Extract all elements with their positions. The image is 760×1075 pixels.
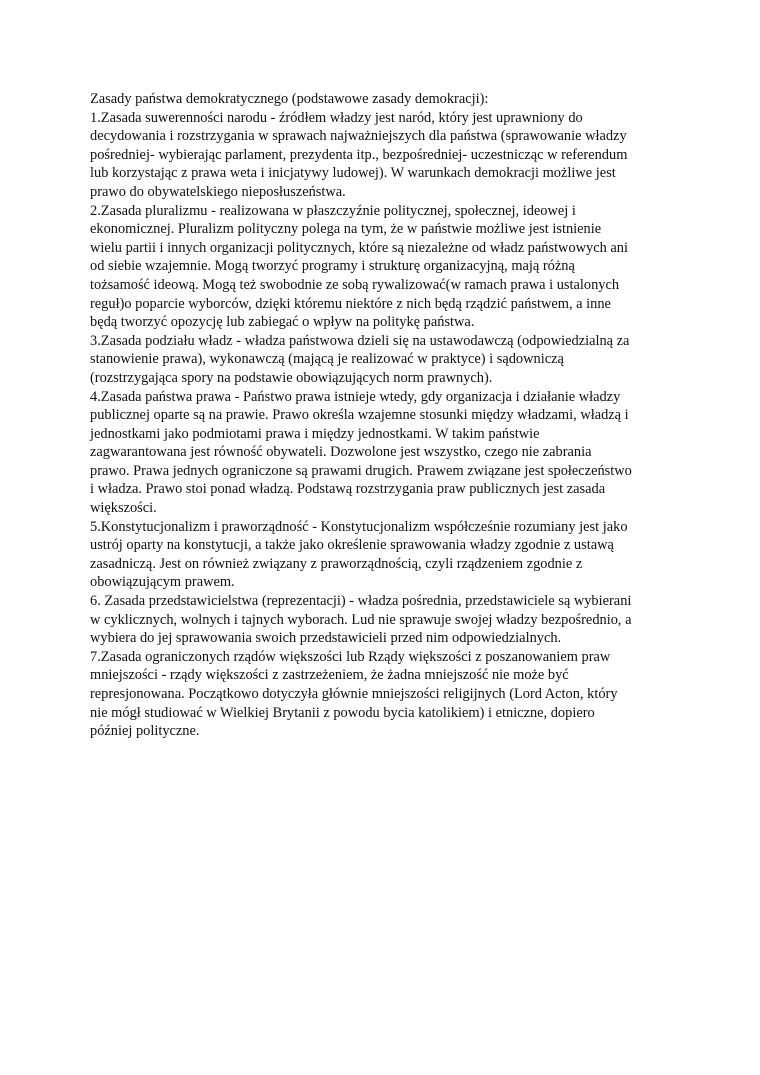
document-heading: Zasady państwa demokratycznego (podstawowe zasady demokracji): (90, 91, 489, 107)
text-line: jednostkami jako podmiotami prawa i między jednostkami. W takim państwie (90, 425, 540, 442)
text-line: lub korzystając z prawa weta i inicjatywy ludowej). W warunkach demokracji możliwe jest (90, 165, 616, 182)
text-line: i władza. Prawo stoi ponad władzą. Podstawą rozstrzygania praw publicznych jest zasada (90, 481, 606, 498)
text-line: 1.Zasada suwerenności narodu - źródłem władzy jest naród, który jest uprawniony do (90, 109, 583, 126)
text-line: ekonomicznej. Pluralizm polityczny polega na tym, że w państwie możliwe jest istnienie (90, 221, 602, 238)
text-line: nie mógł studiować w Wielkiej Brytanii z powodu bycia katolikiem) i etniczne, dopiero (90, 704, 595, 721)
text-line: publicznej oparte są na prawie. Prawo określa wzajemne stosunki między władzami, władzą i (90, 407, 629, 424)
text-line: prawo do obywatelskiego nieposłuszeństwa. (90, 183, 346, 200)
text-line: później polityczne. (90, 723, 200, 740)
text-line: (rozstrzygająca spory na podstawie obowiązujących norm prawnych). (90, 369, 493, 386)
text-line: pośredniej- wybierając parlament, prezydenta itp., bezpośredniej- uczestnicząc w referendum (90, 146, 628, 163)
text-line: decydowania i rozstrzygania w sprawach najważniejszych dla państwa (sprawowanie władzy (90, 128, 627, 145)
text-line: 5.Konstytucjonalizm i praworządność - Konstytucjonalizm współcześnie rozumiany jest jako (90, 518, 628, 535)
text-line: obowiązującym prawem. (90, 574, 235, 591)
text-line: reguł)o poparcie wyborców, dzięki któremu niektóre z nich będą rządzić państwem, a inne (90, 295, 611, 312)
text-line: 6. Zasada przedstawicielstwa (reprezentacji) - władza pośrednia, przedstawiciele są wybierani (90, 593, 632, 610)
text-line: 7.Zasada ograniczonych rządów większości lub Rządy większości z poszanowaniem praw (90, 648, 611, 665)
text-line: ustrój oparty na konstytucji, a także jako określenie sprawowania władzy zgodnie z ustawą (90, 537, 614, 554)
text-line: będą tworzyć opozycję lub zabiegać o wpływ na politykę państwa. (90, 314, 475, 331)
text-line: większości. (90, 500, 157, 517)
text-line: wybiera do jej sprawowania swoich przedstawicieli przed nim odpowiedzialnych. (90, 630, 562, 647)
text-line: w cyklicznych, wolnych i tajnych wyborach. Lud nie sprawuje swojej władzy bezpośrednio, a (90, 611, 632, 628)
text-line: tożsamość ideową. Mogą też swobodnie ze sobą rywalizować(w ramach prawa i ustalonych (90, 276, 620, 293)
text-line: 4.Zasada państwa prawa - Państwo prawa istnieje wtedy, gdy organizacja i działanie władzy (90, 388, 621, 405)
text-line: zagwarantowana jest równość obywateli. Dozwolone jest wszystko, czego nie zabrania (90, 444, 592, 461)
text-line: 3.Zasada podziału władz - władza państwowa dzieli się na ustawodawczą (odpowiedzialną za (90, 332, 630, 349)
text-line: od siebie wzajemnie. Mogą tworzyć programy i strukturę organizacyjną, mają różną (90, 258, 575, 275)
text-line: mniejszości - rządy większości z zastrzeżeniem, że żadna mniejszość nie może być (90, 667, 569, 684)
text-line: represjonowana. Początkowo dotyczyła głównie mniejszości religijnych (Lord Acton, który (90, 686, 618, 702)
text-line: zasadniczą. Jest on również związany z praworządnością, czyli rządzeniem zgodnie z (90, 555, 583, 572)
text-line: 2.Zasada pluralizmu - realizowana w płaszczyźnie politycznej, społecznej, ideowej i (90, 202, 576, 219)
text-line: stanowienie prawa), wykonawczą (mającą je realizować w praktyce) i sądowniczą (90, 351, 564, 368)
text-line: wielu partii i innych organizacji politycznych, które są niezależne od władz państwowych ani (90, 239, 628, 256)
text-line: prawo. Prawa jednych ograniczone są prawami drugich. Prawem związane jest społeczeństwo (90, 462, 632, 479)
document-page (90, 90, 680, 741)
